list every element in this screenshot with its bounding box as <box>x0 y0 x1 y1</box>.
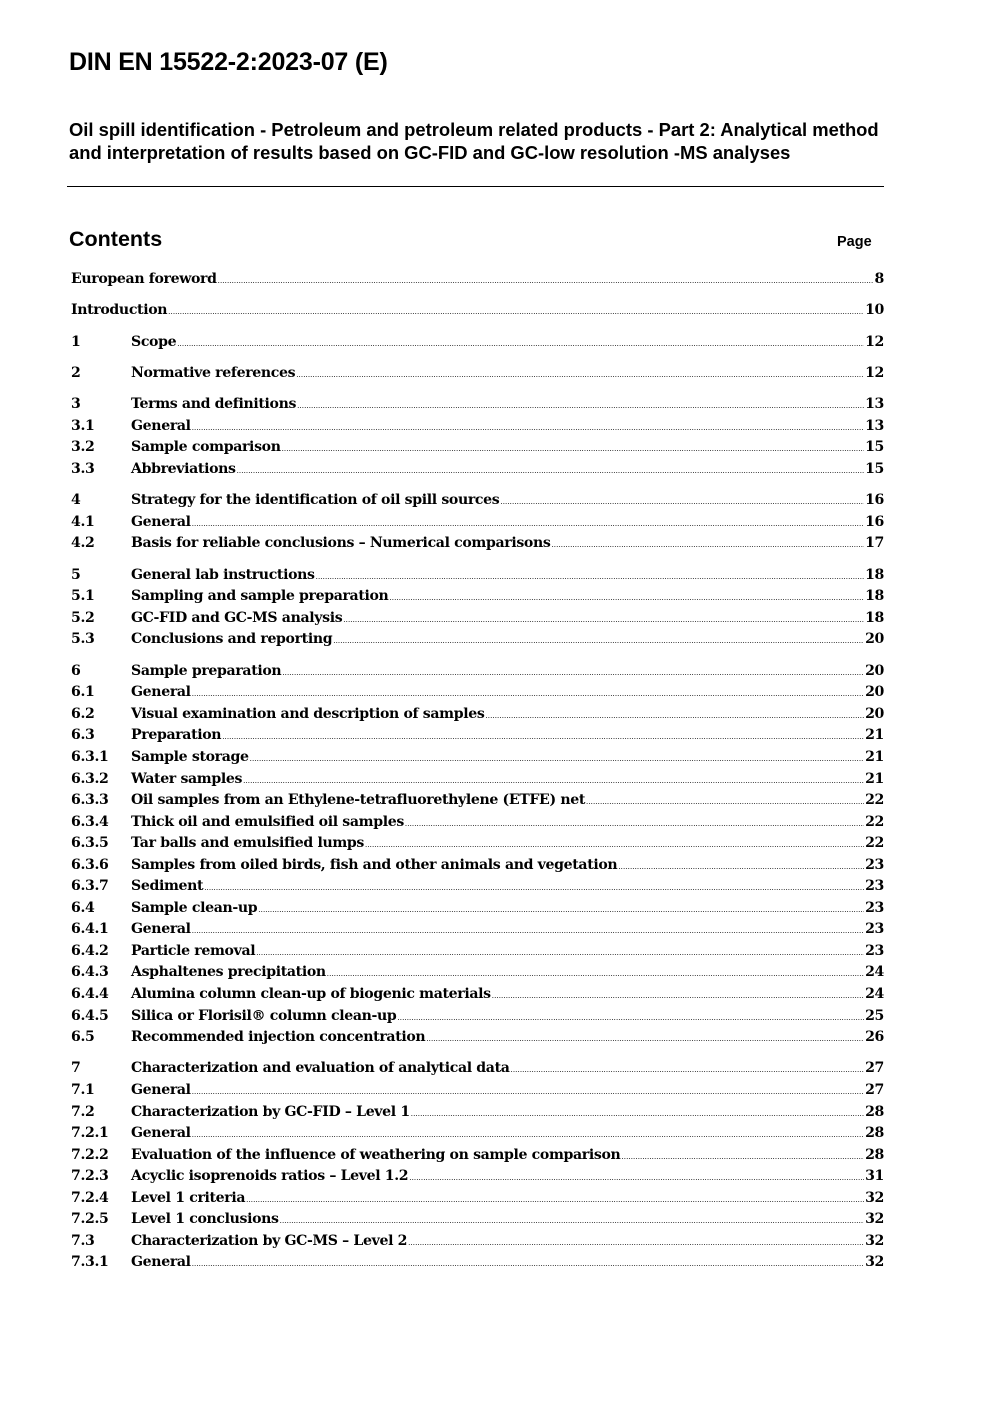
toc-entry-number: 7.2.1 <box>71 1125 109 1142</box>
toc-leader-dots <box>246 1188 864 1212</box>
toc-entry-title: Recommended injection concentration <box>131 1029 426 1046</box>
toc-leader-dots <box>327 962 864 986</box>
toc-entry-title: Sample comparison <box>131 439 281 456</box>
toc-entry[interactable] <box>71 459 884 481</box>
toc-entry[interactable] <box>71 1166 884 1188</box>
toc-entry-number: 6.3.4 <box>71 813 109 830</box>
toc-entry[interactable] <box>71 790 884 812</box>
toc-leader-dots <box>365 833 864 857</box>
toc-entry-title: Visual examination and description of samples <box>131 705 485 722</box>
toc-entry-title: Evaluation of the influence of weathering on sample comparison <box>131 1146 621 1163</box>
toc-entry-title: Scope <box>131 333 177 350</box>
toc-entry-page: 23 <box>865 921 884 938</box>
toc-entry-number: 6.5 <box>71 1029 95 1046</box>
toc-leader-dots <box>586 790 864 814</box>
toc-entry-page: 18 <box>865 609 884 626</box>
toc-entry[interactable] <box>71 394 884 416</box>
toc-entry[interactable] <box>71 269 884 291</box>
toc-entry[interactable] <box>71 332 884 354</box>
toc-entry[interactable] <box>71 898 884 920</box>
toc-entry-title: Sample clean-up <box>131 899 258 916</box>
toc-entry-number: 6.4.1 <box>71 921 109 938</box>
toc-entry-page: 25 <box>865 1007 884 1024</box>
toc-entry[interactable] <box>71 962 884 984</box>
toc-entry-number: 5.3 <box>71 631 95 648</box>
toc-leader-dots <box>282 437 864 461</box>
toc-entry-number: 4.2 <box>71 535 95 552</box>
toc-entry-title: Thick oil and emulsified oil samples <box>131 813 404 830</box>
toc-entry-title: Strategy for the identification of oil spill sources <box>131 492 500 509</box>
toc-entry[interactable] <box>71 512 884 534</box>
toc-entry-number: 6.4.2 <box>71 942 109 959</box>
toc-entry-page: 28 <box>865 1103 884 1120</box>
toc-entry-title: Sampling and sample preparation <box>131 588 389 605</box>
toc-entry[interactable] <box>71 1102 884 1124</box>
toc-entry[interactable] <box>71 876 884 898</box>
toc-entry-title: Acyclic isoprenoids ratios – Level 1.2 <box>131 1168 409 1185</box>
toc-leader-dots <box>218 269 874 293</box>
toc-entry-number: 5.2 <box>71 609 95 626</box>
title-divider <box>67 186 884 187</box>
toc-entry-number: 2 <box>71 365 81 382</box>
toc-leader-dots <box>405 812 864 836</box>
toc-entry-title: Terms and definitions <box>131 396 297 413</box>
toc-entry[interactable] <box>71 608 884 630</box>
toc-entry-page: 18 <box>865 588 884 605</box>
toc-entry-page: 32 <box>865 1254 884 1271</box>
toc-leader-dots <box>250 747 864 771</box>
toc-entry-title: Characterization by GC-FID – Level 1 <box>131 1103 410 1120</box>
toc-leader-dots <box>204 876 864 900</box>
toc-entry-title: General <box>131 921 191 938</box>
toc-entry-number: 3 <box>71 396 81 413</box>
toc-entry[interactable] <box>71 919 884 941</box>
toc-entry[interactable] <box>71 682 884 704</box>
toc-entry[interactable] <box>71 855 884 877</box>
toc-leader-dots <box>256 941 864 965</box>
toc-entry[interactable] <box>71 812 884 834</box>
toc-leader-dots <box>492 984 864 1008</box>
toc-entry-page: 20 <box>865 662 884 679</box>
toc-entry[interactable] <box>71 704 884 726</box>
toc-entry[interactable] <box>71 661 884 683</box>
toc-entry-title: Asphaltenes precipitation <box>131 964 326 981</box>
toc-entry-number: 6.4.4 <box>71 985 109 1002</box>
toc-entry[interactable] <box>71 586 884 608</box>
toc-entry-page: 24 <box>865 985 884 1002</box>
table-of-contents <box>71 267 884 1274</box>
toc-entry-number: 7.2.5 <box>71 1211 109 1228</box>
toc-leader-dots <box>243 769 864 793</box>
toc-leader-dots <box>485 704 864 728</box>
toc-entry-number: 6.3.6 <box>71 856 109 873</box>
toc-entry[interactable] <box>71 363 884 385</box>
toc-entry-page: 23 <box>865 878 884 895</box>
toc-entry-page: 20 <box>865 684 884 701</box>
toc-entry-number: 6.3.2 <box>71 770 109 787</box>
toc-leader-dots <box>296 363 864 387</box>
toc-entry[interactable] <box>71 565 884 587</box>
toc-entry-title: Characterization and evaluation of analytical data <box>131 1060 510 1077</box>
toc-entry-number: 7 <box>71 1060 81 1077</box>
page-column-label: Page <box>837 234 872 250</box>
toc-leader-dots <box>297 394 864 418</box>
toc-entry-number: 3.3 <box>71 461 95 478</box>
toc-entry-number: 7.2 <box>71 1103 95 1120</box>
toc-leader-dots <box>192 919 864 943</box>
toc-entry-page: 21 <box>865 727 884 744</box>
toc-entry[interactable] <box>71 747 884 769</box>
toc-entry-page: 18 <box>865 566 884 583</box>
toc-entry-number: 7.3.1 <box>71 1254 109 1271</box>
toc-entry-page: 31 <box>865 1168 884 1185</box>
toc-leader-dots <box>282 661 864 685</box>
toc-entry-title: Normative references <box>131 365 296 382</box>
toc-entry-number: 5 <box>71 566 81 583</box>
toc-entry-page: 32 <box>865 1211 884 1228</box>
toc-entry-page: 13 <box>865 396 884 413</box>
toc-entry-number: 6.4.3 <box>71 964 109 981</box>
toc-entry-title: Oil samples from an Ethylene-tetrafluorethylene (ETFE) net <box>131 792 585 809</box>
toc-entry-title: Water samples <box>131 770 243 787</box>
toc-entry[interactable] <box>71 941 884 963</box>
toc-entry-page: 17 <box>865 535 884 552</box>
toc-entry-title: Sediment <box>131 878 204 895</box>
toc-leader-dots <box>333 629 864 653</box>
toc-entry[interactable] <box>71 1080 884 1102</box>
toc-entry-page: 16 <box>865 513 884 530</box>
toc-entry-page: 28 <box>865 1125 884 1142</box>
toc-leader-dots <box>192 416 864 440</box>
toc-entry-page: 23 <box>865 899 884 916</box>
toc-entry[interactable] <box>71 490 884 512</box>
toc-entry-number: 6.3.7 <box>71 878 109 895</box>
toc-entry-page: 28 <box>865 1146 884 1163</box>
toc-entry-page: 15 <box>865 439 884 456</box>
toc-entry-number: 6.4.5 <box>71 1007 109 1024</box>
toc-entry-page: 22 <box>865 835 884 852</box>
toc-entry-number: 7.1 <box>71 1081 95 1098</box>
toc-entry-title: General <box>131 1081 191 1098</box>
toc-entry-page: 27 <box>865 1081 884 1098</box>
toc-leader-dots <box>397 1006 864 1030</box>
toc-entry-title: Basis for reliable conclusions – Numerical comparisons <box>131 535 551 552</box>
toc-leader-dots <box>177 332 864 356</box>
toc-entry-page: 22 <box>865 792 884 809</box>
toc-entry-page: 21 <box>865 748 884 765</box>
toc-leader-dots <box>280 1209 864 1233</box>
toc-leader-dots <box>511 1058 865 1082</box>
toc-entry-number: 6.3.5 <box>71 835 109 852</box>
toc-entry-number: 6.3 <box>71 727 95 744</box>
toc-entry[interactable] <box>71 416 884 438</box>
toc-entry-page: 32 <box>865 1189 884 1206</box>
toc-entry[interactable] <box>71 1188 884 1210</box>
toc-entry-number: 3.1 <box>71 417 95 434</box>
toc-leader-dots <box>192 1123 864 1147</box>
toc-entry-title: Sample preparation <box>131 662 282 679</box>
toc-leader-dots <box>389 586 864 610</box>
toc-entry-number: 6.4 <box>71 899 95 916</box>
toc-entry-number: 1 <box>71 333 81 350</box>
toc-leader-dots <box>409 1166 864 1190</box>
toc-entry-page: 26 <box>865 1029 884 1046</box>
toc-leader-dots <box>408 1231 864 1255</box>
contents-heading: Contents <box>69 227 163 251</box>
toc-entry-page: 20 <box>865 631 884 648</box>
toc-entry-title: Alumina column clean-up of biogenic materials <box>131 985 491 1002</box>
toc-entry-page: 24 <box>865 964 884 981</box>
toc-leader-dots <box>343 608 864 632</box>
toc-leader-dots <box>316 565 864 589</box>
toc-entry-title: Samples from oiled birds, fish and other animals and vegetation <box>131 856 618 873</box>
toc-entry-page: 23 <box>865 856 884 873</box>
toc-entry-title: Conclusions and reporting <box>131 631 333 648</box>
toc-entry-page: 27 <box>865 1060 884 1077</box>
toc-entry-title: General <box>131 684 191 701</box>
toc-entry-title: General <box>131 1254 191 1271</box>
toc-entry[interactable] <box>71 769 884 791</box>
toc-entry-number: 6 <box>71 662 81 679</box>
toc-leader-dots <box>411 1102 864 1126</box>
toc-entry-title: GC-FID and GC-MS analysis <box>131 609 343 626</box>
toc-entry[interactable] <box>71 437 884 459</box>
toc-entry-title: General <box>131 1125 191 1142</box>
toc-entry-number: 5.1 <box>71 588 95 605</box>
toc-entry-number: 6.3.1 <box>71 748 109 765</box>
toc-entry-number: 6.3.3 <box>71 792 109 809</box>
toc-entry-number: 6.2 <box>71 705 95 722</box>
toc-entry-title: Preparation <box>131 727 222 744</box>
toc-entry-page: 8 <box>874 271 884 287</box>
toc-leader-dots <box>426 1027 864 1051</box>
toc-entry-title: Introduction <box>71 302 168 319</box>
toc-entry[interactable] <box>71 629 884 651</box>
toc-entry-page: 20 <box>865 705 884 722</box>
toc-leader-dots <box>222 725 864 749</box>
toc-entry-title: Silica or Florisil® column clean-up <box>131 1007 397 1024</box>
toc-entry-title: Particle removal <box>131 942 256 959</box>
toc-entry-page: 16 <box>865 492 884 509</box>
toc-entry[interactable] <box>71 533 884 555</box>
toc-leader-dots <box>621 1145 864 1169</box>
toc-entry[interactable] <box>71 1006 884 1028</box>
toc-entry-title: General lab instructions <box>131 566 315 583</box>
toc-entry[interactable] <box>71 984 884 1006</box>
toc-entry-title: General <box>131 417 191 434</box>
toc-leader-dots <box>618 855 864 879</box>
toc-leader-dots <box>551 533 864 557</box>
toc-entry-title: General <box>131 513 191 530</box>
toc-entry-title: Abbreviations <box>131 461 236 478</box>
document-id: DIN EN 15522-2:2023-07 (E) <box>69 48 388 76</box>
toc-leader-dots <box>500 490 864 514</box>
toc-entry-page: 12 <box>865 365 884 382</box>
toc-entry[interactable] <box>71 725 884 747</box>
toc-entry-title: Tar balls and emulsified lumps <box>131 835 364 852</box>
toc-entry[interactable] <box>71 1058 884 1080</box>
toc-leader-dots <box>192 682 864 706</box>
toc-entry[interactable] <box>71 1027 884 1049</box>
toc-entry[interactable] <box>71 300 884 322</box>
toc-entry-title: Level 1 conclusions <box>131 1211 279 1228</box>
toc-entry-title: Sample storage <box>131 748 249 765</box>
toc-leader-dots <box>192 512 864 536</box>
toc-entry-number: 6.1 <box>71 684 95 701</box>
toc-entry-title: European foreword <box>71 271 217 287</box>
document-title: Oil spill identification - Petroleum and petroleum related products - Part 2: Analytical method and interpretation of results based on GC-FID and GC-low resolution -MS analyses <box>69 119 879 163</box>
toc-leader-dots <box>192 1080 864 1104</box>
toc-entry[interactable] <box>71 1209 884 1231</box>
toc-entry[interactable] <box>71 1145 884 1167</box>
toc-leader-dots <box>168 300 864 324</box>
toc-entry-page: 13 <box>865 417 884 434</box>
toc-entry-number: 3.2 <box>71 439 95 456</box>
toc-entry[interactable] <box>71 1123 884 1145</box>
toc-entry-page: 15 <box>865 461 884 478</box>
toc-entry-number: 7.2.3 <box>71 1168 109 1185</box>
toc-entry[interactable] <box>71 1231 884 1253</box>
toc-entry-title: Level 1 criteria <box>131 1189 246 1206</box>
toc-entry-page: 32 <box>865 1232 884 1249</box>
toc-leader-dots <box>258 898 864 922</box>
toc-entry-number: 7.3 <box>71 1232 95 1249</box>
toc-leader-dots <box>192 1252 864 1276</box>
toc-entry[interactable] <box>71 1252 884 1274</box>
toc-entry-number: 7.2.2 <box>71 1146 109 1163</box>
toc-entry-page: 22 <box>865 813 884 830</box>
toc-entry[interactable] <box>71 833 884 855</box>
toc-entry-title: Characterization by GC-MS – Level 2 <box>131 1232 408 1249</box>
toc-entry-number: 7.2.4 <box>71 1189 109 1206</box>
toc-entry-page: 12 <box>865 333 884 350</box>
toc-entry-number: 4.1 <box>71 513 95 530</box>
toc-leader-dots <box>237 459 864 483</box>
toc-entry-number: 4 <box>71 492 81 509</box>
toc-entry-page: 23 <box>865 942 884 959</box>
toc-entry-page: 10 <box>865 302 884 319</box>
toc-entry-page: 21 <box>865 770 884 787</box>
